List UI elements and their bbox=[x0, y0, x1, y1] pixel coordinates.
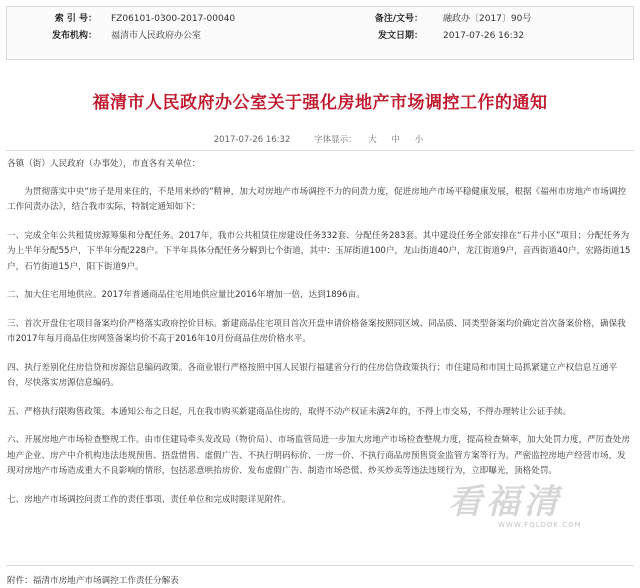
remark-value: 融政办〔2017〕90号 bbox=[443, 14, 532, 24]
meta-row-index bbox=[7, 11, 633, 28]
font-size-large-button[interactable]: 大 bbox=[368, 135, 377, 145]
issuer-value: 福清市人民政府办公室 bbox=[111, 31, 202, 41]
document-meta-table bbox=[6, 6, 634, 60]
font-size-small-button[interactable]: 小 bbox=[414, 135, 424, 145]
page-title: 福清市人民政府办公室关于强化房地产市场调控工作的通知 bbox=[92, 93, 548, 113]
attachment-link[interactable]: 附件：福清市房地产市场调控工作责任分解表 bbox=[7, 576, 179, 586]
greeting: 各镇（街）人民政府（办事处），市直各有关单位： bbox=[7, 159, 201, 169]
meta-row-issuer bbox=[7, 28, 633, 45]
watermark-text: 看福清 bbox=[448, 482, 562, 522]
section-6: 六、开展房地产市场检查整规工作。由市住建局牵头发改局（物价局）、市场监管局进一步加大房地产市场检查整规力度，提高检查频率，加大处罚力度，严厉查处房地产企业、房产中介机构违法违规预售、捂盘惜售、虚假广告、不执行明码标价、一房一价、不执行商品房预售资金监管方案等行为。严密监控房地产经营市场，发现对房地产市场造成重大不良影响的情形，包括恶意哄抬房价、发布虚假广告、制造市场恐慌、炒买炒卖等违法违规行为，立即曝光，顶格处罚。 bbox=[7, 435, 631, 476]
font-size-label: 字体显示： bbox=[314, 135, 357, 145]
intro-paragraph: 为贯彻落实中央“房子是用来住的，不是用来炒的”精神，加大对房地产市场调控不力的问责力度，促进房地产市场平稳健康发展，根据《福州市房地产市场调控工作问责办法》，结合我市实际，特制定通知如下： bbox=[7, 186, 627, 212]
index-label: 索 引 号： bbox=[54, 14, 97, 24]
date-value: 2017-07-26 16:32 bbox=[443, 31, 525, 41]
index-value: FZ06101-0300-2017-00040 bbox=[111, 14, 236, 24]
section-3: 三、首次开盘住宅项目备案均价严格落实政府控价目标。新建商品住宅项目首次开盘申请价格备案按照同区域、同品质、同类型备案均价确定首次备案价格，确保我市2017年每月商品住房网签备案均价不高于2016年10月份商品住房价格水平。 bbox=[7, 318, 626, 344]
divider bbox=[6, 150, 634, 151]
remark-label: 备注/文号： bbox=[374, 14, 423, 24]
section-4: 四、执行差别化住房信贷和房源信息编码政策。各商业银行严格按照中国人民银行福建省分行的住房信贷政策执行；市住建局和市国土局抓紧建立产权信息互通平台，尽快落实房源信息编码。 bbox=[7, 362, 618, 388]
issuer-label: 发布机构： bbox=[51, 31, 97, 41]
article-body bbox=[7, 157, 633, 508]
section-7: 七、房地产市场调控问责工作的责任事项、责任单位和完成时限详见附件。 bbox=[7, 494, 291, 505]
date-label: 发文日期： bbox=[377, 31, 423, 41]
watermark-url: WWW.FQLOOK.COM bbox=[498, 521, 582, 529]
section-1: 一、完成全年公共租赁房源筹集和分配任务。2017年，我市公共租赁住房建设任务332套、分配任务283套。其中建设任务全部安排在“石井小区”项目；分配任务为为上半年分配55户，下半年分配228户。下半年具体分配任务分解到七个街道，其中：玉屏街道100户，龙山街道40户，龙江街道9户，音西街道40户，宏路街道15户，石竹街道15户，阳下街道9户。 bbox=[7, 230, 631, 272]
article-subline bbox=[0, 133, 640, 145]
section-5: 五、严格执行限购售政策。本通知公布之日起，凡在我市购买新建商品住房的，取得不动产权证未满2年的，不得上市交易，不得办理转让公证手续。 bbox=[7, 406, 572, 417]
divider bbox=[6, 565, 634, 566]
publish-date: 2017-07-26 16:32 bbox=[213, 135, 291, 145]
font-size-medium-button[interactable]: 中 bbox=[391, 135, 401, 145]
section-2: 二、加大住宅用地供应。2017年普通商品住宅用地供应量比2016年增加一倍，达到1896亩。 bbox=[7, 290, 365, 300]
